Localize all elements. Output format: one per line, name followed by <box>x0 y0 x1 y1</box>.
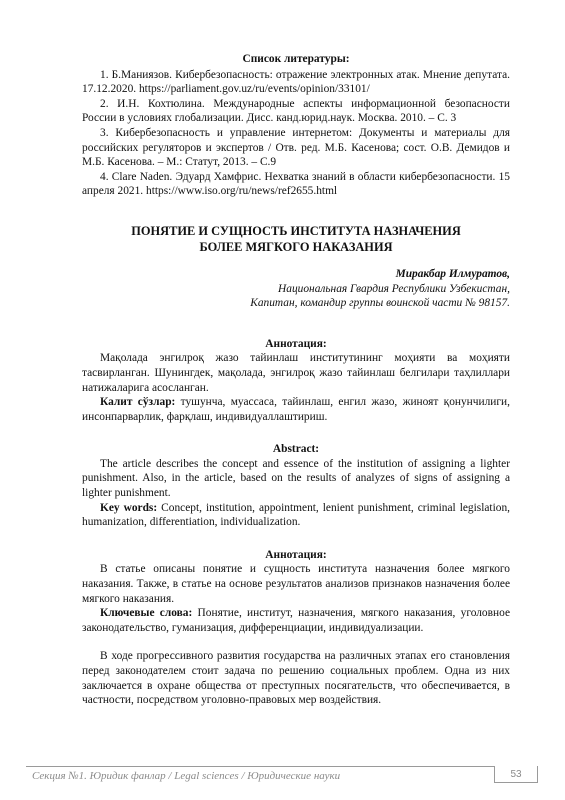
page-footer <box>26 766 536 786</box>
keywords-en-label: Key words: <box>100 501 158 514</box>
abstract-ru-text: В статье описаны понятие и сущность института назначения более мягкого наказания. Также, в статье на основе результатов анализов признаков назначения более мягкого наказания. <box>82 563 510 605</box>
reference-item-3: 3. Кибербезопасность и управление интернетом: Документы и материалы для российских регуляторов и экспертов / Отв. ред. М.Б. Касенова; сост. О.В. Демидов и М.Б. Касенова. – М.: Статут, 2013. – С.9 <box>82 126 510 169</box>
page-content <box>82 52 510 708</box>
keywords-uz-text: тушунча, муассаса, тайинлаш, енгил жазо, жиноят қонунчилиги, инсонпарварлик, фарқлаш, индивидуаллаштириш. <box>82 396 510 423</box>
abstract-en-keywords <box>82 501 510 530</box>
keywords-ru-text: Понятие, институт, назначения, мягкого наказания, уголовное законодательство, гуманизация, дифференциации, индивидуализации. <box>82 607 510 634</box>
article-title-line-2: БОЛЕЕ МЯГКОГО НАКАЗАНИЯ <box>199 239 393 254</box>
abstract-ru-heading: Аннотация: <box>265 548 327 561</box>
reference-item-2: 2. И.Н. Кохтюлина. Международные аспекты информационной безопасности России в условиях глобализации. Дисс. канд.юрид.наук. Москва. 2010. – С. 3 <box>82 97 510 125</box>
references-heading: Список литературы: <box>242 53 350 65</box>
abstract-uz-text: Мақолада энгилроқ жазо тайинлаш институтининг моҳияти ва моҳияти тасвирланган. Шунингдек, мақолада, энгилроқ жазо тайинлаш белгилари таҳлиллари натижаларига асосланган. <box>82 352 510 394</box>
author-affiliation-2: Капитан, командир группы воинской части № 98157. <box>250 297 510 310</box>
abstract-uz-keywords <box>82 395 510 424</box>
article-title-line-1: ПОНЯТИЕ И СУЩНОСТЬ ИНСТИТУТА НАЗНАЧЕНИЯ <box>131 223 461 238</box>
abstract-en-heading: Abstract: <box>272 443 320 456</box>
abstract-uz-heading: Аннотация: <box>265 337 327 350</box>
abstract-en-text: The article describes the concept and essence of the institution of assigning a lighter punishment. Also, in the article, based on the results of analyzes of signs of assigning a lighter punishment. <box>82 457 510 500</box>
author-block <box>82 267 510 311</box>
article-title <box>82 223 510 255</box>
reference-item-1: 1. Б.Маниязов. Кибербезопасность: отражение электронных атак. Мнение депутата. 17.12.2020. https://parliament.gov.uz/ru/events/opinion/33101/ <box>82 68 510 96</box>
author-name: Миракбар Илмуратов, <box>395 267 510 280</box>
keywords-ru-label: Ключевые слова: <box>100 607 193 620</box>
keywords-uz-label: Калит сўзлар: <box>100 396 176 409</box>
abstract-ru-keywords <box>82 606 510 635</box>
footer-rule <box>26 766 494 767</box>
page-number: 53 <box>510 769 522 780</box>
author-affiliation-1: Национальная Гвардия Республики Узбекистан, <box>278 282 510 295</box>
footer-section-label: Секция №1. Юридик фанлар / Legal sciences / Юридические науки <box>32 770 341 782</box>
keywords-en-text: Concept, institution, appointment, lenient punishment, criminal legislation, humanization, differentiation, individualization. <box>82 501 511 529</box>
reference-item-4: 4. Clare Naden. Эдуард Хамфрис. Нехватка знаний в области кибербезопасности. 15 апреля 2021. https://www.iso.org/ru/news/ref2655.html <box>82 170 510 198</box>
page-number-box <box>494 766 538 783</box>
body-paragraph-1: В ходе прогрессивного развития государства на различных этапах его становления перед законодателем стоит задача по решению социальных проблем. Одна из них заключается в охране общества от преступных посягательств, что обеспечивается, в частности, посредством уголовно-правовых мер воздействия. <box>82 650 510 707</box>
spacer <box>82 635 510 649</box>
